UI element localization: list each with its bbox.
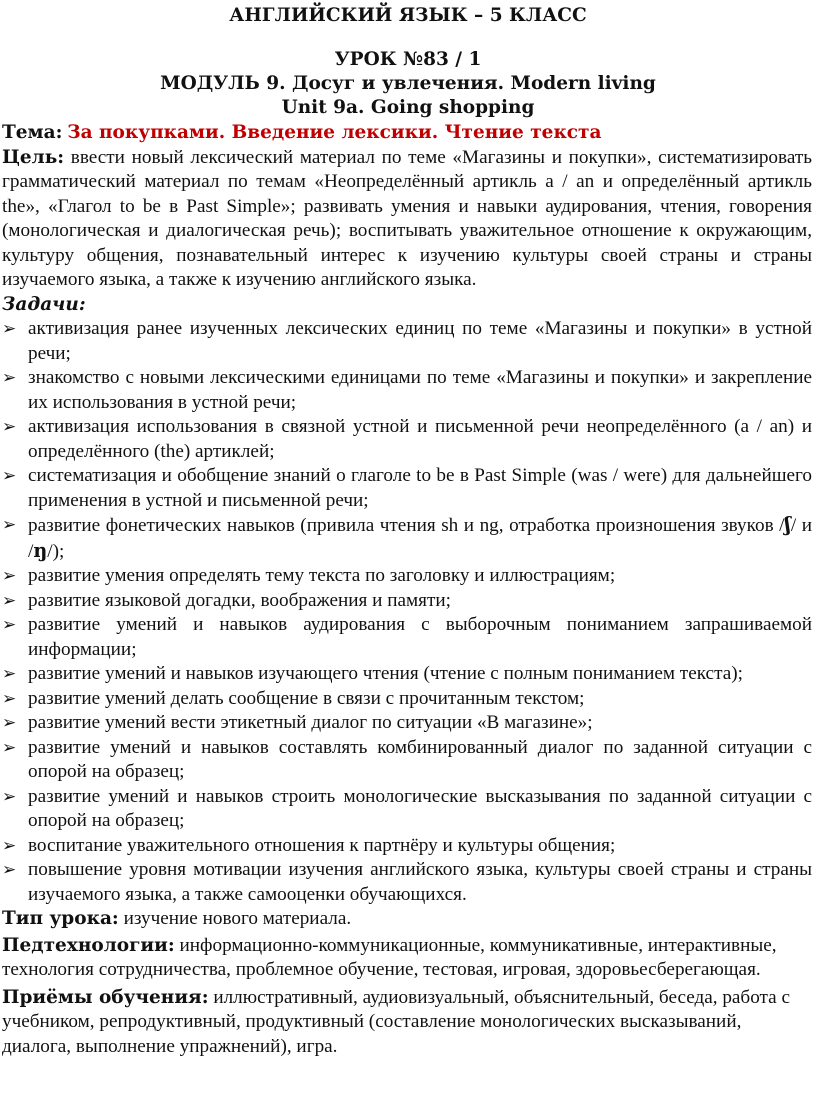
task-text: развитие умения определять тему текста по заголовку и иллюстрациям; (28, 565, 616, 586)
methods-label: Приёмы обучения: (2, 986, 209, 1008)
task-item (2, 858, 812, 907)
unit-title: Unit 9a. Going shopping (281, 97, 535, 118)
methods-value: иллюстративный, аудиовизуальный, объяснительный, беседа, работа с учебником, репродуктивный, продуктивный (составление монологических высказываний, диалога, выполнение упражнений), игра. (2, 986, 790, 1057)
technologies-value: информационно-коммуникационные, коммуникативные, интерактивные, технология сотрудничества, проблемное обучение, тестовая, игровая, здоровьесберегающая. (2, 934, 777, 980)
arrowhead-bullet-icon: ➢ (2, 737, 17, 758)
task-item (2, 317, 812, 366)
tasks-list (2, 317, 812, 907)
task-text: развитие языковой догадки, воображения и памяти; (28, 589, 451, 611)
task-item (2, 785, 812, 834)
arrowhead-bullet-icon: ➢ (2, 713, 17, 733)
technologies-label: Педтехнологии: (2, 934, 175, 956)
topic-line (2, 121, 812, 146)
tasks-heading (2, 293, 812, 318)
task-text: активизация ранее изученных лексических единиц по теме «Магазины и покупки» в устной речи; (28, 318, 812, 364)
methods-line (2, 986, 812, 1060)
task-item (2, 736, 812, 785)
lesson-number: УРОК №83 / 1 (334, 49, 482, 70)
arrowhead-bullet-icon: ➢ (2, 368, 17, 388)
goal-paragraph (2, 146, 812, 293)
task-text: знакомство с новыми лексическими единицами по теме «Магазины и покупки» и закрепление их использования в устной речи; (28, 367, 812, 413)
arrowhead-bullet-icon: ➢ (2, 835, 17, 856)
arrowhead-bullet-icon: ➢ (2, 590, 17, 611)
arrowhead-bullet-icon: ➢ (2, 566, 17, 586)
task-text: воспитание уважительного отношения к партнёру и культуры общения; (28, 834, 616, 856)
arrowhead-bullet-icon: ➢ (2, 417, 17, 437)
task-item (2, 464, 812, 513)
goal-text: ввести новый лексический материал по теме «Магазины и покупки», систематизировать грамматический материал по темам «Неопределённый артикль a / an и определённый артикль the», «Глагол to be в Past Simple»; развивать умения и навыки аудирования, чтения, говорения (монологическая и диалогическая речь); воспитывать уважительное отношение к окружающим, культуру общения, познавательный интерес к изучению культуры своей страны и страны изучаемого языка, а также к изучению английского языка. (2, 146, 812, 290)
task-item (2, 687, 812, 712)
task-item (2, 613, 812, 662)
phonetic-symbol-ng: ŋ (33, 538, 48, 562)
task-item (2, 564, 812, 589)
document-title: АНГЛИЙСКИЙ ЯЗЫК – 5 КЛАСС (229, 5, 587, 26)
phonetic-symbol-sh: ʃ (784, 513, 791, 536)
task-text: развитие умений и навыков изучающего чтения (чтение с полным пониманием текста); (28, 663, 743, 684)
task-item (2, 711, 812, 736)
task-text: развитие умений делать сообщение в связи с прочитанным текстом; (28, 687, 585, 709)
task-text: повышение уровня мотивации изучения английского языка, культуры своей страны и страны изучаемого языка, а также самооценки обучающихся. (28, 859, 812, 905)
module-title: МОДУЛЬ 9. Досуг и увлечения. Modern living (160, 73, 656, 94)
task-text: систематизация и обобщение знаний о глаголе to be в Past Simple (was / were) для дальнейшего применения в устной и письменной речи; (28, 465, 812, 511)
arrowhead-bullet-icon: ➢ (2, 860, 17, 880)
arrowhead-bullet-icon: ➢ (2, 615, 17, 635)
task-text: развитие умений и навыков строить монологические высказывания по заданной ситуации с опорой на образец; (28, 785, 812, 831)
task-text: развитие умений и навыков составлять комбинированный диалог по заданной ситуации с опорой на образец; (28, 736, 812, 782)
task-item (2, 513, 812, 564)
tasks-label: Задачи: (2, 293, 86, 315)
task-text: развитие умений вести этикетный диалог по ситуации «В магазине»; (28, 712, 593, 733)
arrowhead-bullet-icon: ➢ (2, 466, 17, 486)
topic-value: За покупками. Введение лексики. Чтение текста (67, 122, 602, 143)
task-text: активизация использования в связной устной и письменной речи неопределённого (a / an) и определённого (the) артиклей; (28, 416, 812, 462)
arrowhead-bullet-icon: ➢ (2, 664, 17, 684)
task-item (2, 589, 812, 614)
lesson-type-line (2, 907, 812, 932)
task-item (2, 415, 812, 464)
task-item (2, 366, 812, 415)
task-item (2, 662, 812, 687)
task-item (2, 834, 812, 859)
technologies-line (2, 934, 812, 983)
goal-label: Цель: (2, 146, 65, 168)
lesson-type-label: Тип урока: (2, 908, 119, 929)
arrowhead-bullet-icon: ➢ (2, 319, 17, 339)
task-text: развитие фонетических навыков (привила чтения sh и ng, отработка произношения звуков / (28, 515, 785, 536)
arrowhead-bullet-icon: ➢ (2, 688, 17, 709)
arrowhead-bullet-icon: ➢ (2, 786, 17, 807)
phonetic-closing: /); (47, 540, 65, 562)
topic-label: Тема: (2, 122, 63, 143)
lesson-plan-body (2, 121, 812, 1059)
lesson-type-value: изучение нового материала. (123, 908, 352, 929)
task-text: развитие умений и навыков аудирования с выборочным пониманием запрашиваемой информации; (28, 614, 812, 660)
arrowhead-bullet-icon: ➢ (2, 515, 17, 535)
phonetic-separator: / и / (28, 515, 812, 562)
